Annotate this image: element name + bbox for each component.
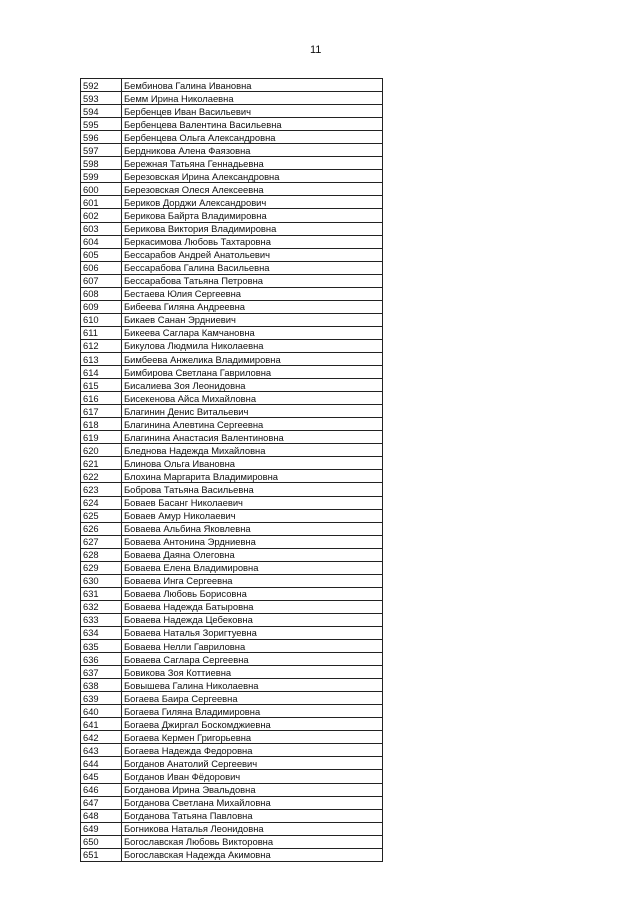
person-name: Богданов Иван Фёдорович [122, 770, 383, 783]
table-row [81, 796, 383, 809]
person-name: Бестаева Юлия Сергеевна [122, 287, 383, 300]
row-number: 601 [81, 196, 122, 209]
person-name: Боваева Даяна Олеговна [122, 548, 383, 561]
row-number: 630 [81, 574, 122, 587]
person-name: Березовская Олеся Алексеевна [122, 183, 383, 196]
person-name: Боваева Инга Сергеевна [122, 574, 383, 587]
table-row [81, 366, 383, 379]
row-number: 599 [81, 170, 122, 183]
person-name: Бережная Татьяна Геннадьевна [122, 157, 383, 170]
person-name: Бибеева Гиляна Андреевна [122, 300, 383, 313]
row-number: 616 [81, 392, 122, 405]
table-row [81, 261, 383, 274]
person-name: Бикаев Санан Эрдниевич [122, 313, 383, 326]
table-row [81, 274, 383, 287]
row-number: 623 [81, 483, 122, 496]
row-number: 647 [81, 796, 122, 809]
person-name: Блохина Маргарита Владимировна [122, 470, 383, 483]
table-row [81, 405, 383, 418]
row-number: 628 [81, 548, 122, 561]
row-number: 648 [81, 809, 122, 822]
person-name: Бовикова Зоя Коттиевна [122, 666, 383, 679]
row-number: 638 [81, 679, 122, 692]
row-number: 607 [81, 274, 122, 287]
person-name: Богаева Гиляна Владимировна [122, 705, 383, 718]
row-number: 629 [81, 561, 122, 574]
table-row [81, 339, 383, 352]
table-row [81, 822, 383, 835]
row-number: 625 [81, 509, 122, 522]
person-name: Богникова Наталья Леонидовна [122, 822, 383, 835]
table-row [81, 574, 383, 587]
person-name: Бледнова Надежда Михайловна [122, 444, 383, 457]
person-name: Бимбеева Анжелика Владимировна [122, 352, 383, 365]
table-row [81, 848, 383, 861]
person-name: Благинина Анастасия Валентиновна [122, 431, 383, 444]
person-name: Боваева Елена Владимировна [122, 561, 383, 574]
row-number: 594 [81, 105, 122, 118]
row-number: 644 [81, 757, 122, 770]
table-row [81, 548, 383, 561]
person-name: Боваева Любовь Борисовна [122, 587, 383, 600]
person-name: Бериков Дорджи Александрович [122, 196, 383, 209]
table-row [81, 522, 383, 535]
person-name: Бердникова Алена Фаязовна [122, 144, 383, 157]
table-row [81, 744, 383, 757]
row-number: 649 [81, 822, 122, 835]
person-name: Боваева Альбина Яковлевна [122, 522, 383, 535]
person-name: Беркасимова Любовь Тахтаровна [122, 235, 383, 248]
row-number: 618 [81, 418, 122, 431]
row-number: 611 [81, 326, 122, 339]
row-number: 609 [81, 300, 122, 313]
person-name: Богаева Баира Сергеевна [122, 692, 383, 705]
person-name: Боброва Татьяна Васильевна [122, 483, 383, 496]
table-row [81, 626, 383, 639]
row-number: 604 [81, 235, 122, 248]
person-name: Бимбирова Светлана Гавриловна [122, 366, 383, 379]
row-number: 608 [81, 287, 122, 300]
table-row [81, 653, 383, 666]
row-number: 617 [81, 405, 122, 418]
person-name: Блинова Ольга Ивановна [122, 457, 383, 470]
table-row [81, 587, 383, 600]
row-number: 602 [81, 209, 122, 222]
row-number: 615 [81, 379, 122, 392]
person-name: Боваева Нелли Гавриловна [122, 640, 383, 653]
table-row [81, 92, 383, 105]
person-name: Боваева Надежда Цебековна [122, 613, 383, 626]
table-row [81, 600, 383, 613]
person-name: Бемм Ирина Николаевна [122, 92, 383, 105]
person-name: Бессарабова Татьяна Петровна [122, 274, 383, 287]
row-number: 598 [81, 157, 122, 170]
person-name: Боваева Наталья Зоригтуевна [122, 626, 383, 639]
row-number: 633 [81, 613, 122, 626]
table-row [81, 770, 383, 783]
row-number: 592 [81, 79, 122, 92]
person-name: Боваева Антонина Эрдниевна [122, 535, 383, 548]
row-number: 610 [81, 313, 122, 326]
table-row [81, 392, 383, 405]
table-row [81, 222, 383, 235]
person-name: Богаева Кермен Григорьевна [122, 731, 383, 744]
row-number: 600 [81, 183, 122, 196]
table-row [81, 613, 383, 626]
person-name: Бикулова Людмила Николаевна [122, 339, 383, 352]
row-number: 603 [81, 222, 122, 235]
page-number: 11 [310, 44, 322, 56]
row-number: 639 [81, 692, 122, 705]
person-name: Боваев Амур Николаевич [122, 509, 383, 522]
row-number: 605 [81, 248, 122, 261]
person-name: Бессарабова Галина Васильевна [122, 261, 383, 274]
table-body [81, 79, 383, 862]
person-name: Благинин Денис Витальевич [122, 405, 383, 418]
table-row [81, 326, 383, 339]
person-name: Бембинова Галина Ивановна [122, 79, 383, 92]
person-name: Березовская Ирина Александровна [122, 170, 383, 183]
row-number: 636 [81, 653, 122, 666]
table-row [81, 431, 383, 444]
row-number: 613 [81, 352, 122, 365]
person-name: Бербенцева Валентина Васильевна [122, 118, 383, 131]
row-number: 646 [81, 783, 122, 796]
row-number: 621 [81, 457, 122, 470]
person-name: Берикова Байрта Владимировна [122, 209, 383, 222]
table-row [81, 757, 383, 770]
person-name: Бербенцева Ольга Александровна [122, 131, 383, 144]
table-row [81, 509, 383, 522]
table-row [81, 809, 383, 822]
row-number: 651 [81, 848, 122, 861]
row-number: 606 [81, 261, 122, 274]
row-number: 650 [81, 835, 122, 848]
table-row [81, 248, 383, 261]
table-row [81, 535, 383, 548]
person-name: Боваева Надежда Батыровна [122, 600, 383, 613]
row-number: 641 [81, 718, 122, 731]
table-row [81, 496, 383, 509]
table-row [81, 692, 383, 705]
table-row [81, 235, 383, 248]
table-row [81, 196, 383, 209]
row-number: 620 [81, 444, 122, 457]
row-number: 614 [81, 366, 122, 379]
name-list-table [80, 78, 383, 862]
row-number: 645 [81, 770, 122, 783]
table-row [81, 666, 383, 679]
person-name: Богданова Ирина Эвальдовна [122, 783, 383, 796]
table-row [81, 418, 383, 431]
row-number: 627 [81, 535, 122, 548]
person-name: Бовышева Галина Николаевна [122, 679, 383, 692]
row-number: 634 [81, 626, 122, 639]
table-row [81, 561, 383, 574]
table-row [81, 783, 383, 796]
table-row [81, 352, 383, 365]
row-number: 642 [81, 731, 122, 744]
person-name: Берикова Виктория Владимировна [122, 222, 383, 235]
table-row [81, 444, 383, 457]
row-number: 643 [81, 744, 122, 757]
person-name: Богаева Джиргал Боскомджиевна [122, 718, 383, 731]
table-row [81, 300, 383, 313]
table-row [81, 718, 383, 731]
person-name: Бисекенова Айса Михайловна [122, 392, 383, 405]
person-name: Богославская Любовь Викторовна [122, 835, 383, 848]
table-row [81, 131, 383, 144]
person-name: Богославская Надежда Акимовна [122, 848, 383, 861]
person-name: Боваев Басанг Николаевич [122, 496, 383, 509]
row-number: 635 [81, 640, 122, 653]
row-number: 622 [81, 470, 122, 483]
table-row [81, 183, 383, 196]
table-row [81, 457, 383, 470]
table-row [81, 313, 383, 326]
person-name: Богаева Надежда Федоровна [122, 744, 383, 757]
person-name: Богданова Светлана Михайловна [122, 796, 383, 809]
table-row [81, 679, 383, 692]
table-row [81, 470, 383, 483]
person-name: Богданов Анатолий Сергеевич [122, 757, 383, 770]
table-row [81, 105, 383, 118]
table-row [81, 483, 383, 496]
table-row [81, 79, 383, 92]
row-number: 626 [81, 522, 122, 535]
table-row [81, 705, 383, 718]
person-name: Бербенцев Иван Васильевич [122, 105, 383, 118]
table-row [81, 170, 383, 183]
person-name: Богданова Татьяна Павловна [122, 809, 383, 822]
row-number: 612 [81, 339, 122, 352]
table-row [81, 640, 383, 653]
row-number: 637 [81, 666, 122, 679]
row-number: 597 [81, 144, 122, 157]
person-name: Боваева Саглара Сергеевна [122, 653, 383, 666]
row-number: 619 [81, 431, 122, 444]
table-row [81, 209, 383, 222]
person-name: Бикеева Саглара Камчановна [122, 326, 383, 339]
table-row [81, 379, 383, 392]
row-number: 624 [81, 496, 122, 509]
person-name: Бисалиева Зоя Леонидовна [122, 379, 383, 392]
row-number: 631 [81, 587, 122, 600]
row-number: 640 [81, 705, 122, 718]
row-number: 632 [81, 600, 122, 613]
row-number: 595 [81, 118, 122, 131]
row-number: 593 [81, 92, 122, 105]
table-row [81, 118, 383, 131]
table-row [81, 835, 383, 848]
table-row [81, 144, 383, 157]
table-row [81, 731, 383, 744]
person-name: Бессарабов Андрей Анатольевич [122, 248, 383, 261]
row-number: 596 [81, 131, 122, 144]
table-row [81, 287, 383, 300]
person-name: Благинина Алевтина Сергеевна [122, 418, 383, 431]
table-row [81, 157, 383, 170]
